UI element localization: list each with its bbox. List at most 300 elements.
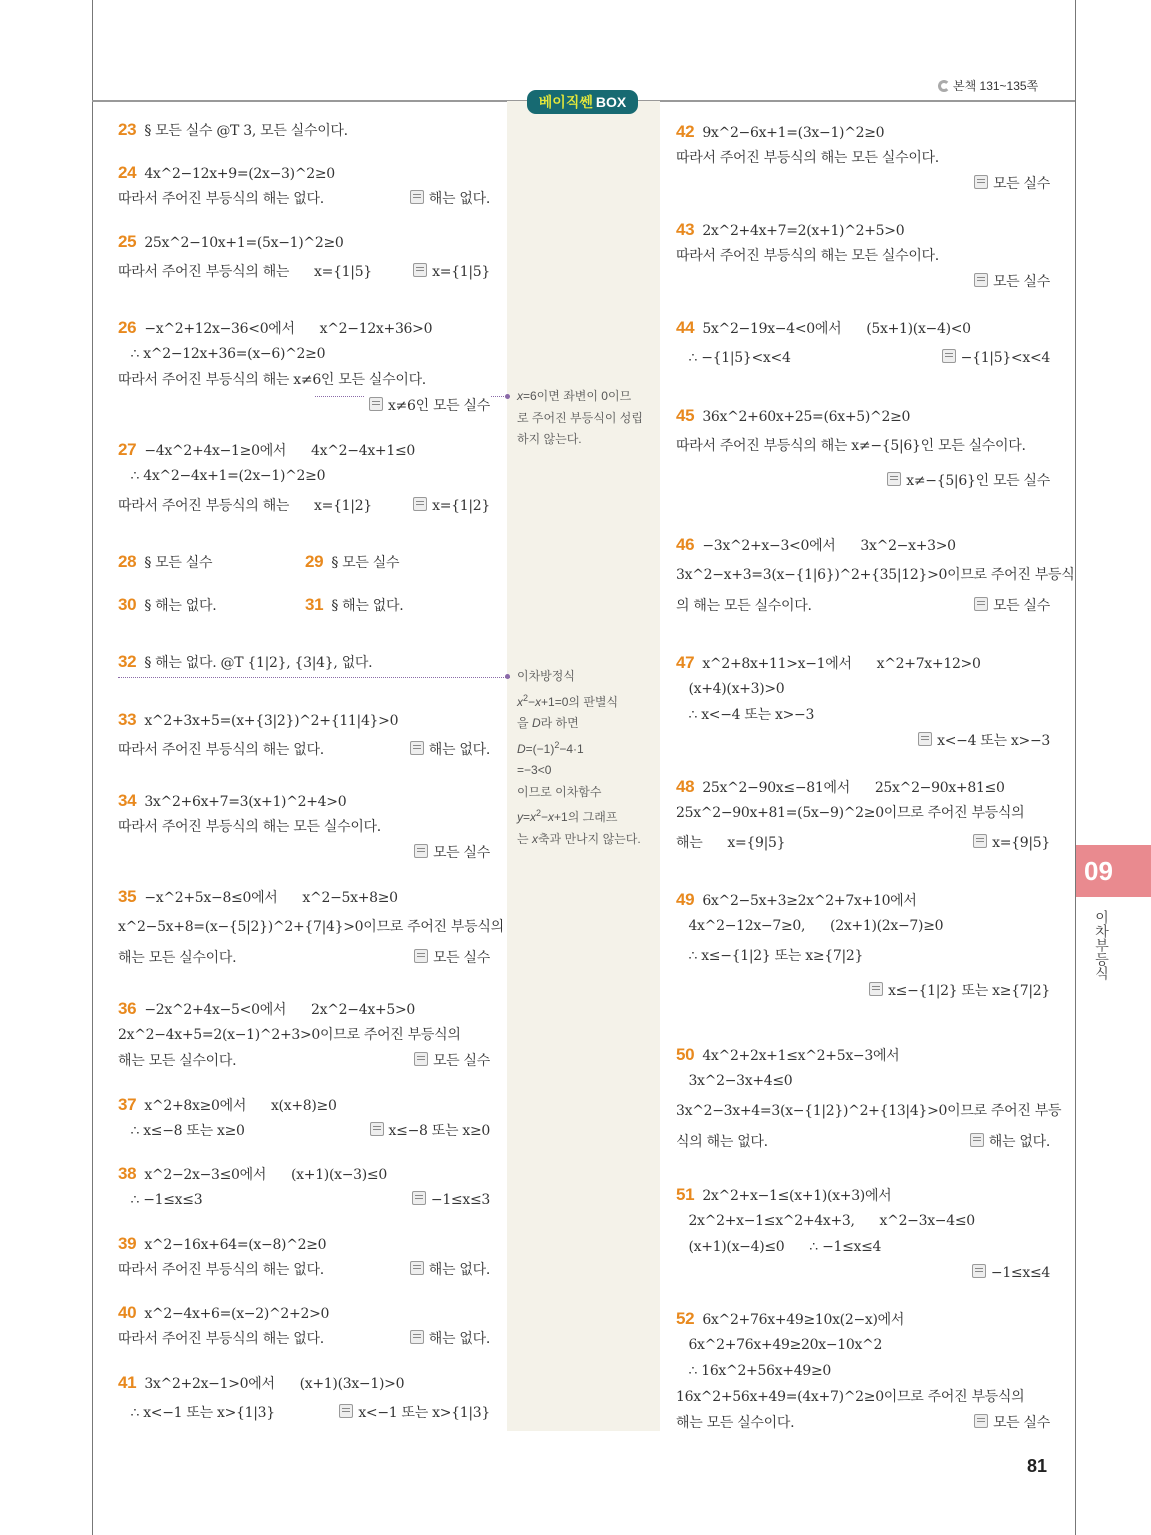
solution-text: −3x^2+x−3<0에서 3x^2−x+3>0 [702, 538, 956, 554]
solution-text: x^2+8x≥0에서 x(x+8)≥0 [144, 1098, 337, 1114]
answer-text: x≠6인 모든 실수 [387, 398, 490, 414]
solution-text: 3x^2+6x+7=3(x+1)^2+4>0 [144, 794, 347, 810]
solution-text: 따라서 주어진 부등식의 해는 x={1|2} [118, 498, 372, 514]
answer [938, 341, 1050, 376]
problem-number: 32 [118, 652, 137, 671]
problem-23 [118, 117, 490, 143]
problem-number: 39 [118, 1234, 137, 1253]
answer-icon [410, 741, 424, 755]
solution-text: 3x^2+2x−1>0에서 (x+1)(3x−1)>0 [144, 1376, 405, 1392]
solution-text: ∴ 16x^2+56x+49≥0 [676, 1363, 831, 1379]
problem-number: 33 [118, 710, 137, 729]
solution-line [676, 593, 1050, 619]
problem-number: 52 [676, 1309, 695, 1328]
solution-line [118, 737, 490, 763]
basic-box-label [527, 90, 638, 114]
answer-text: x≤−8 또는 x≥0 [388, 1123, 490, 1139]
solution-line [118, 229, 490, 255]
answer-icon [942, 349, 956, 363]
solution-line [676, 1182, 1050, 1208]
problem-36 [118, 996, 490, 1074]
solution-text: 따라서 주어진 부등식의 해는 없다. [118, 191, 324, 207]
solution-line [118, 549, 298, 575]
solution-text: 해는 모든 실수이다. [118, 950, 237, 966]
solution-line [118, 840, 490, 866]
solution-text: § 해는 없다. [331, 598, 404, 614]
note-line: 하지 않는다. [517, 432, 582, 446]
solution-line [676, 913, 1050, 939]
problem-number: 42 [676, 122, 695, 141]
answer [408, 1187, 490, 1213]
solution-text: −4x^2+4x−1≥0에서 4x^2−4x+1≤0 [144, 443, 415, 459]
solution-line [676, 800, 1050, 826]
problem-34 [118, 788, 490, 866]
problem-39 [118, 1231, 490, 1283]
note-line: $y=x^2-x+1$의 그래프 [517, 808, 618, 824]
solution-text: 2x^2+x−1≤x^2+4x+3, x^2−3x−4≤0 [676, 1213, 975, 1229]
answer-text: 모든 실수 [992, 176, 1050, 192]
problem-number: 46 [676, 535, 695, 554]
problem-number: 23 [118, 120, 137, 139]
solution-line [118, 788, 490, 814]
chapter-tab[interactable] [1076, 845, 1151, 897]
chapter-number: 09 [1084, 855, 1113, 886]
solution-line [118, 255, 490, 290]
solution-line [118, 160, 490, 186]
solution-line [676, 650, 1050, 676]
solution-line [118, 393, 490, 419]
solution-text: 25x^2−90x+81=(5x−9)^2≥0이므로 주어진 부등식의 [676, 805, 1025, 821]
solution-text: −2x^2+4x−5<0에서 2x^2−4x+5>0 [144, 1002, 415, 1018]
solution-text: 4x^2−12x+9=(2x−3)^2≥0 [144, 166, 335, 182]
note-line: 는 x축과 만나지 않는다. [517, 831, 641, 846]
answer [914, 728, 1050, 754]
solution-line [118, 315, 490, 341]
solution-line [676, 1358, 1050, 1384]
problem-40 [118, 1300, 490, 1352]
problem-32 [118, 644, 490, 679]
solution-line [118, 884, 490, 910]
answer [366, 1118, 490, 1144]
problem-51 [676, 1182, 1050, 1286]
solution-line [118, 117, 490, 143]
solution-text: ∴ x<−4 또는 x>−3 [676, 707, 815, 723]
answer-text: x<−4 또는 x>−3 [937, 733, 1050, 749]
answer-icon [869, 982, 883, 996]
answer [406, 186, 490, 212]
answer-icon [410, 1330, 424, 1344]
answer [865, 974, 1050, 1009]
solution-line [676, 243, 1050, 269]
answer [406, 1257, 490, 1283]
answer-text: 해는 없다. [428, 191, 490, 207]
solution-text: x^2−2x−3≤0에서 (x+1)(x−3)≤0 [144, 1167, 387, 1183]
solution-line [676, 939, 1050, 974]
solution-line [118, 702, 490, 737]
problem-52 [676, 1306, 1050, 1436]
solution-text: 6x^2+76x+49≥20x−10x^2 [676, 1337, 883, 1353]
answer-icon [410, 190, 424, 204]
solution-line [676, 217, 1050, 243]
solution-line [118, 644, 490, 679]
solution-line [676, 171, 1050, 197]
solution-text: x^2+3x+5=(x+{3|2})^2+{11|4}>0 [144, 713, 399, 729]
note-line: 로 주어진 부등식이 성립 [517, 410, 643, 425]
answer [365, 393, 490, 419]
answer-text: 모든 실수 [992, 1415, 1050, 1431]
page-number: 81 [1027, 1456, 1048, 1476]
solution-line [118, 1092, 490, 1118]
answer-icon [970, 1133, 984, 1147]
solution-line [676, 676, 1050, 702]
solution-line [676, 315, 1050, 341]
solution-text: 따라서 주어진 부등식의 해는 모든 실수이다. [118, 819, 381, 835]
problem-30 [118, 592, 298, 618]
answer-icon [918, 732, 932, 746]
problem-38 [118, 1161, 490, 1213]
problem-number: 36 [118, 999, 137, 1018]
solution-line [118, 996, 490, 1022]
solution-text: 9x^2−6x+1=(3x−1)^2≥0 [702, 125, 885, 141]
answer-icon [414, 844, 428, 858]
solution-line [676, 974, 1050, 1009]
solution-line [305, 592, 485, 618]
answer-icon [974, 175, 988, 189]
chapter-title: 이차부등식 [1094, 910, 1110, 980]
left-margin-line [92, 0, 93, 1535]
side-note [517, 666, 657, 850]
answer-text: x={1|2} [432, 498, 490, 514]
problem-29 [305, 549, 485, 575]
solution-text: −x^2+5x−8≤0에서 x^2−5x+8≥0 [144, 890, 398, 906]
right-margin-line [1075, 0, 1076, 1535]
problem-number: 43 [676, 220, 695, 239]
answer-text: x≤−{1|2} 또는 x≥{7|2} [888, 983, 1050, 999]
solution-line [118, 367, 490, 393]
answer [406, 1326, 490, 1352]
problem-26 [118, 315, 490, 419]
problem-25 [118, 229, 490, 290]
solution-text: −x^2+12x−36<0에서 x^2−12x+36>0 [144, 321, 433, 337]
solution-line [676, 145, 1050, 171]
solution-text: 따라서 주어진 부등식의 해는 x={1|5} [118, 264, 372, 280]
solution-line [676, 464, 1050, 499]
answer-text: 해는 없다. [428, 742, 490, 758]
problem-number: 35 [118, 887, 137, 906]
problem-number: 34 [118, 791, 137, 810]
answer-text: x={1|5} [432, 264, 490, 280]
answer-icon [974, 273, 988, 287]
solution-line [118, 945, 490, 971]
solution-line [118, 1231, 490, 1257]
solution-line [676, 1260, 1050, 1286]
solution-line [118, 1161, 490, 1187]
answer-text: x≠−{5|6}인 모든 실수 [906, 473, 1050, 489]
answer-text: x<−1 또는 x>{1|3} [358, 1405, 490, 1421]
answer-text: 모든 실수 [992, 274, 1050, 290]
solution-line [118, 1187, 490, 1213]
answer-text: 해는 없다. [988, 1134, 1050, 1150]
solution-text: 4x^2+2x+1≤x^2+5x−3에서 [702, 1048, 900, 1064]
solution-text: x^2−16x+64=(x−8)^2≥0 [144, 1237, 327, 1253]
solution-line [676, 429, 1050, 464]
solution-text: 2x^2+x−1≤(x+1)(x+3)에서 [702, 1188, 892, 1204]
solution-text: 따라서 주어진 부등식의 해는 모든 실수이다. [676, 248, 939, 264]
solution-text: 2x^2−4x+5=2(x−1)^2+3>0이므로 주어진 부등식의 [118, 1027, 461, 1043]
solution-text: 따라서 주어진 부등식의 해는 x≠6인 모든 실수이다. [118, 372, 426, 388]
problem-number: 26 [118, 318, 137, 337]
answer [410, 945, 490, 971]
textbook-reference [938, 77, 1038, 94]
solution-line [676, 1094, 1062, 1129]
note-line: 이므로 이차함수 [517, 784, 602, 799]
solution-line [676, 702, 1050, 728]
answer-text: −1≤x≤3 [430, 1192, 490, 1208]
problem-number: 40 [118, 1303, 137, 1322]
solution-text: ∴ x<−1 또는 x>{1|3} [118, 1405, 275, 1421]
solution-line [118, 1118, 490, 1144]
note-line: 을 D라 하면 [517, 716, 579, 730]
solution-text: 25x^2−90x≤−81에서 25x^2−90x+81≤0 [702, 780, 1005, 796]
solution-line [118, 1048, 490, 1074]
problem-number: 48 [676, 777, 695, 796]
answer [969, 826, 1050, 861]
solution-text: 해는 모든 실수이다. [118, 1053, 237, 1069]
problem-number: 31 [305, 595, 324, 614]
problem-number: 28 [118, 552, 137, 571]
solution-text: 3x^2−3x+4=3(x−{1|2})^2+{13|4}>0이므로 주어진 부등 [676, 1103, 1062, 1119]
solution-text: (x+1)(x−4)≤0 ∴ −1≤x≤4 [676, 1239, 882, 1255]
solution-line [118, 463, 490, 489]
solution-text: ∴ −1≤x≤3 [118, 1192, 203, 1208]
side-note [517, 386, 657, 451]
answer [410, 840, 490, 866]
answer-icon [887, 472, 901, 486]
answer-text: −{1|5}<x<4 [960, 350, 1050, 366]
answer-icon [414, 949, 428, 963]
problem-43 [676, 217, 1050, 295]
solution-line [676, 826, 1050, 861]
problem-number: 37 [118, 1095, 137, 1114]
solution-line [676, 774, 1050, 800]
solution-text: 따라서 주어진 부등식의 해는 없다. [118, 742, 324, 758]
solution-line [676, 1129, 1050, 1155]
answer-icon [413, 263, 427, 277]
solution-line [676, 119, 1050, 145]
solution-line [118, 437, 490, 463]
solution-text: § 해는 없다. [144, 598, 217, 614]
solution-text: x^2−4x+6=(x−2)^2+2>0 [144, 1306, 330, 1322]
solution-text: 3x^2−3x+4≤0 [676, 1073, 793, 1089]
solution-text: 36x^2+60x+25=(6x+5)^2≥0 [702, 409, 911, 425]
problem-48 [676, 774, 1050, 861]
problem-number: 29 [305, 552, 324, 571]
solution-text: x^2−5x+8=(x−{5|2})^2+{7|4}>0이므로 주어진 부등식의 [118, 919, 504, 935]
answer-text: −1≤x≤4 [990, 1265, 1050, 1281]
solution-text: 16x^2+56x+49=(4x+7)^2≥0이므로 주어진 부등식의 [676, 1389, 1025, 1405]
solution-text: 25x^2−10x+1=(5x−1)^2≥0 [144, 235, 344, 251]
solution-line [118, 814, 490, 840]
problem-46 [676, 532, 1075, 619]
answer-icon [412, 1191, 426, 1205]
solution-line [118, 910, 504, 945]
solution-line [676, 1306, 1050, 1332]
problem-42 [676, 119, 1050, 197]
solution-line [676, 887, 1050, 913]
answer [968, 1260, 1050, 1286]
problem-37 [118, 1092, 490, 1144]
solution-line [118, 592, 298, 618]
answer-text: 모든 실수 [432, 845, 490, 861]
note-line: x=6이면 좌변이 0이므 [517, 389, 632, 403]
problem-number: 47 [676, 653, 695, 672]
answer [970, 593, 1050, 619]
problem-number: 49 [676, 890, 695, 909]
solution-line [118, 489, 490, 524]
answer-icon [339, 1404, 353, 1418]
solution-text: ∴ x≤−{1|2} 또는 x≥{7|2} [676, 948, 864, 964]
answer [883, 464, 1050, 499]
solution-text: ∴ x≤−8 또는 x≥0 [118, 1123, 245, 1139]
solution-line [676, 341, 1050, 376]
solution-text: 6x^2−5x+3≥2x^2+7x+10에서 [702, 893, 917, 909]
problem-number: 24 [118, 163, 137, 182]
solution-text: 따라서 주어진 부등식의 해는 없다. [118, 1262, 324, 1278]
solution-text: (x+4)(x+3)>0 [676, 681, 785, 697]
solution-text: 식의 해는 없다. [676, 1134, 768, 1150]
problem-41 [118, 1370, 490, 1431]
solution-line [118, 1300, 490, 1326]
note-bullet-icon [505, 674, 510, 679]
answer-icon [370, 1122, 384, 1136]
problem-50 [676, 1042, 1062, 1155]
solution-line [118, 1257, 490, 1283]
problem-number: 41 [118, 1373, 137, 1392]
box-label-korean: 베이직쎈 [538, 94, 593, 110]
answer [970, 1410, 1050, 1436]
answer-text: 모든 실수 [432, 950, 490, 966]
solution-line [676, 1332, 1050, 1358]
solution-text: 따라서 주어진 부등식의 해는 모든 실수이다. [676, 150, 939, 166]
problem-number: 30 [118, 595, 137, 614]
problem-44 [676, 315, 1050, 376]
solution-line [676, 1042, 1050, 1068]
answer [970, 269, 1050, 295]
answer [409, 489, 490, 524]
note-line: $D=(-1)^2-4\cdot 1$ [517, 739, 584, 756]
solution-line [676, 1384, 1050, 1410]
answer [335, 1396, 490, 1431]
problem-28 [118, 549, 298, 575]
solution-line [676, 1068, 1050, 1094]
answer-icon [414, 1052, 428, 1066]
answer-text: x={9|5} [992, 835, 1050, 851]
solution-text: 해는 모든 실수이다. [676, 1415, 795, 1431]
solution-line [676, 403, 1050, 429]
solution-text: § 모든 실수 [331, 555, 400, 571]
answer-icon [974, 1414, 988, 1428]
solution-line [118, 1022, 490, 1048]
note-line: $x^2-x+1=0$의 판별식 [517, 692, 619, 709]
solution-text: ∴ 4x^2−4x+1=(2x−1)^2≥0 [118, 468, 326, 484]
solution-text: 6x^2+76x+49≥10x(2−x)에서 [702, 1312, 905, 1328]
answer-text: 모든 실수 [992, 598, 1050, 614]
answer [966, 1129, 1050, 1155]
problem-number: 45 [676, 406, 695, 425]
reference-text: 본책 131~135쪽 [953, 79, 1039, 93]
answer [409, 255, 490, 290]
solution-text: § 모든 실수 [144, 555, 213, 571]
solution-text: 2x^2+4x+7=2(x+1)^2+5>0 [702, 223, 905, 239]
solution-text: 4x^2−12x−7≥0, (2x+1)(2x−7)≥0 [676, 918, 944, 934]
problem-45 [676, 403, 1050, 499]
solution-line [118, 1370, 490, 1396]
solution-text: 5x^2−19x−4<0에서 (5x+1)(x−4)<0 [702, 321, 971, 337]
answer [410, 1048, 490, 1074]
solution-text: § 모든 실수 @T 3, 모든 실수이다. [144, 123, 348, 139]
solution-text: x^2+8x+11>x−1에서 x^2+7x+12>0 [702, 656, 981, 672]
solution-text: ∴ −{1|5}<x<4 [676, 350, 791, 366]
solution-text: 해는 x={9|5} [676, 835, 786, 851]
solution-line [676, 728, 1050, 754]
solution-line [305, 549, 485, 575]
answer-text: 해는 없다. [428, 1331, 490, 1347]
solution-text: 따라서 주어진 부등식의 해는 x≠−{5|6}인 모든 실수이다. [676, 438, 1026, 454]
solution-text: § 해는 없다. @T {1|2}, {3|4}, 없다. [144, 655, 373, 671]
reference-arrow-icon [938, 80, 950, 92]
solution-text: 의 해는 모든 실수이다. [676, 598, 812, 614]
problem-number: 25 [118, 232, 137, 251]
problem-number: 44 [676, 318, 695, 337]
note-line: 이차방정식 [517, 669, 575, 683]
note-bullet-icon [505, 394, 510, 399]
problem-number: 27 [118, 440, 137, 459]
answer-icon [973, 834, 987, 848]
solution-line [676, 269, 1050, 295]
problem-number: 51 [676, 1185, 695, 1204]
problem-27 [118, 437, 490, 524]
answer-icon [972, 1264, 986, 1278]
solution-line [676, 1208, 1050, 1234]
solution-line [118, 1396, 490, 1431]
solution-text: 따라서 주어진 부등식의 해는 없다. [118, 1331, 324, 1347]
problem-31 [305, 592, 485, 618]
problem-24 [118, 160, 490, 212]
solution-line [118, 186, 490, 212]
answer-text: 모든 실수 [432, 1053, 490, 1069]
problem-number: 50 [676, 1045, 695, 1064]
problem-33 [118, 702, 490, 763]
solution-line [118, 341, 490, 367]
problem-35 [118, 884, 504, 971]
solution-line [118, 1326, 490, 1352]
answer [970, 171, 1050, 197]
answer-icon [369, 397, 383, 411]
solution-text: ∴ x^2−12x+36=(x−6)^2≥0 [118, 346, 326, 362]
solution-line [676, 1410, 1050, 1436]
solution-text: 3x^2−x+3=3(x−{1|6})^2+{35|12}>0이므로 주어진 부등식 [676, 567, 1075, 583]
box-label-box: BOX [595, 94, 627, 110]
solution-line [676, 1234, 1050, 1260]
solution-line [676, 532, 1050, 558]
answer [406, 737, 490, 763]
problem-47 [676, 650, 1050, 754]
answer-text: 해는 없다. [428, 1262, 490, 1278]
problem-number: 38 [118, 1164, 137, 1183]
answer-icon [974, 597, 988, 611]
note-line: =−3<0 [517, 763, 552, 777]
solution-line [676, 558, 1075, 593]
